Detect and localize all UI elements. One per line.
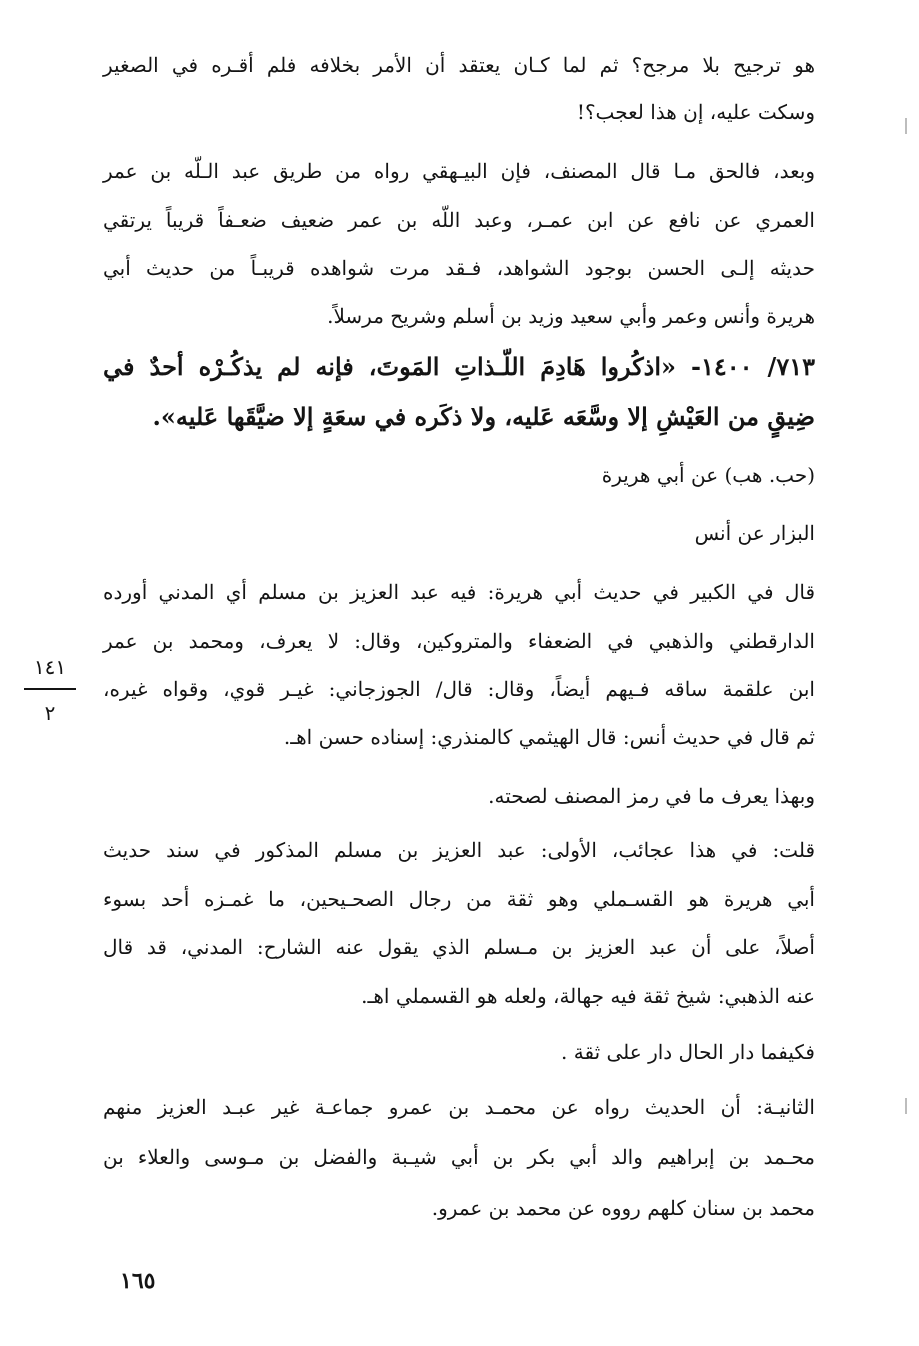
- text-line: أصلاً، على أن عبد العزيز بن مـسلم الذي يقول عنه الشارح: المدني، قد قال: [103, 935, 815, 959]
- text-line: ثم قال في حديث أنس: قال الهيثمي كالمنذري: إسناده حسن اهـ.: [283, 725, 815, 749]
- text-line: البزار عن أنس: [694, 521, 815, 545]
- text-line: ضِيقٍ من العَيْشِ إلا وسَّعَه عَليه، ولا ذكَره في سعَةٍ إلا ضيَّقَها عَليه».: [152, 402, 815, 431]
- text-line: وبهذا يعرف ما في رمز المصنف لصحته.: [488, 784, 815, 808]
- text-line: ٧١٣/ ١٤٠٠- «اذكُروا هَادِمَ اللّـذاتِ المَوتَ، فإنه لم يذكُـرْه أحدٌ في: [103, 352, 815, 381]
- text-line: عنه الذهبي: شيخ ثقة فيه جهالة، ولعله هو القسملي اهـ.: [361, 984, 815, 1008]
- text-line: الثانيـة: أن الحديث رواه عن محمـد بن عمرو جماعـة غير عبـد العزيز منهم: [103, 1095, 815, 1119]
- text-line: الدارقطني والذهبي في الضعفاء والمتروكين، وقال: لا يعرف، ومحمد بن عمر: [103, 629, 815, 653]
- text-line: ابن علقمة ساقه فـيهم أيضاً، وقال: قال/ الجوزجاني: غيـر قوي، وقواه غيره،: [103, 677, 815, 701]
- text-line: وسكت عليه، إن هذا لعجب؟!: [576, 100, 815, 124]
- text-line: العمري عن نافع عن ابن عمـر، وعبد اللّه بن عمر ضعيف ضعـفاً قريباً يرتقي: [103, 208, 815, 232]
- text-line: هو ترجيح بلا مرجح؟ ثم لما كـان يعتقد أن الأمر بخلافه فلم أقـره في الصغير: [103, 53, 815, 77]
- text-line: أبي هريرة هو القسـملي وهو ثقة من رجال الصحـيحين، ما غمـزه أحد بسوء: [103, 887, 815, 911]
- page-number: ١٦٥: [120, 1268, 156, 1294]
- margin-note-rule: [24, 688, 76, 690]
- margin-note-top: ١٤١: [33, 655, 67, 679]
- text-line: قلت: في هذا عجائب، الأولى: عبد العزيز بن مسلم المذكور في سند حديث: [103, 838, 815, 862]
- text-line: قال في الكبير في حديث أبي هريرة: فيه عبد العزيز بن مسلم أي المدني أورده: [103, 580, 815, 604]
- edge-mark: [905, 118, 907, 134]
- text-line: وبعد، فالحق مـا قال المصنف، فإن البيـهقي رواه من طريق عبد الـلّه بن عمر: [103, 159, 815, 183]
- text-line: حديثه إلـى الحسن بوجود الشواهد، فـقد مرت شواهده قريبـاً من حديث أبي: [103, 256, 815, 280]
- text-line: فكيفما دار الحال دار على ثقة .: [561, 1040, 815, 1064]
- text-line: هريرة وأنس وعمر وأبي سعيد وزيد بن أسلم وشريح مرسلاً.: [327, 304, 815, 328]
- margin-note-bottom: ٢: [44, 701, 56, 725]
- edge-mark: [905, 1098, 907, 1114]
- text-line: محمد بن سنان كلهم رووه عن محمد بن عمرو.: [431, 1196, 815, 1220]
- text-line: محـمد بن إبراهيم والد أبي بكر بن أبي شيـبة والفضل بن مـوسى والعلاء بن: [103, 1145, 816, 1169]
- text-line: (حب. هب) عن أبي هريرة: [601, 463, 815, 487]
